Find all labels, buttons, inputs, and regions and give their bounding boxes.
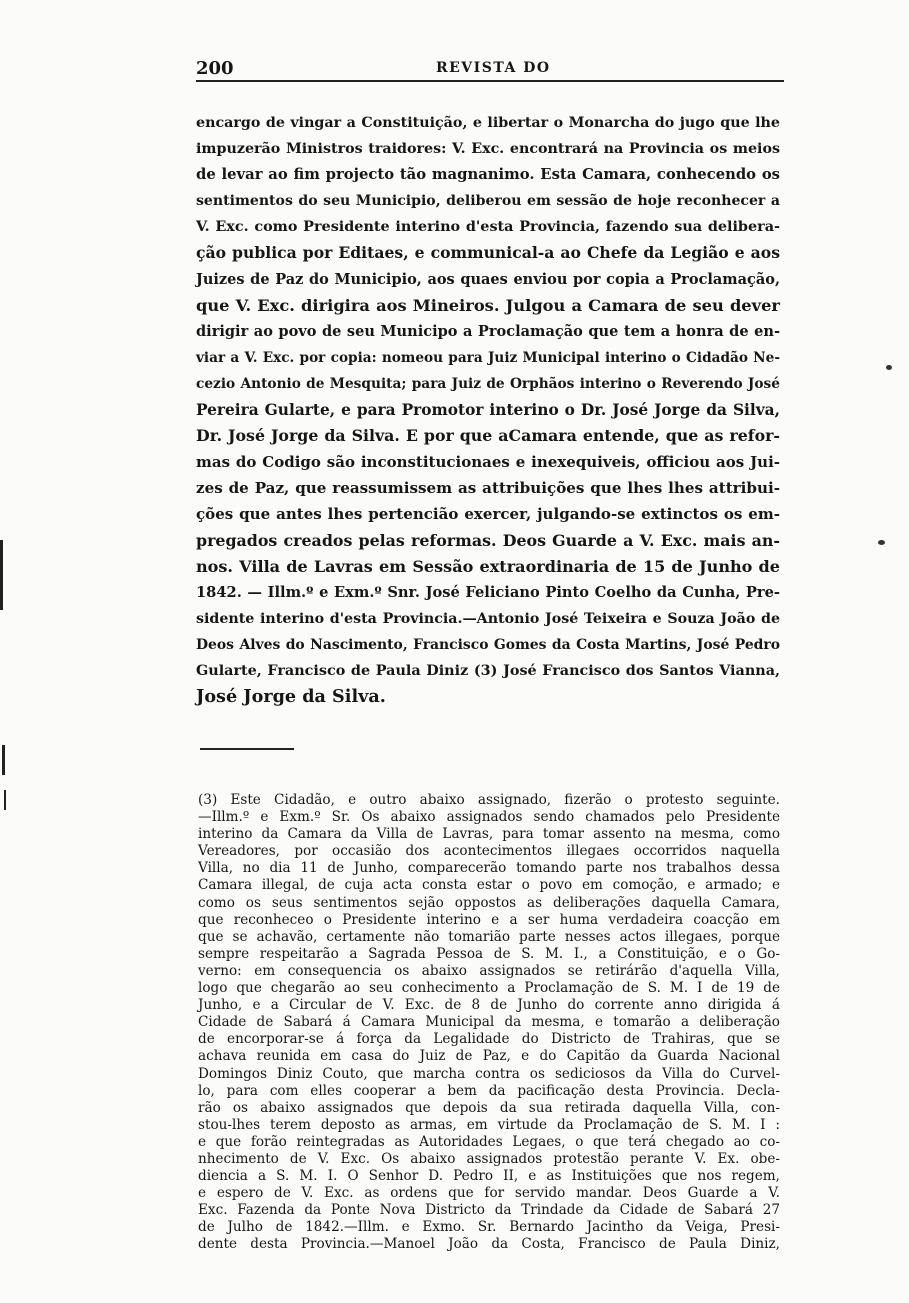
footnote-line: Vereadores, por occasião dos acontecimentos illegaes occorridos naquella (198, 843, 780, 860)
footnote-line: Exc. Fazenda da Ponte Nova Districto da Trindade da Cidade de Sabará 27 (198, 1202, 780, 1219)
footnote-line: que reconheceo o Presidente interino e a ser huma verdadeira coacção em (198, 911, 780, 928)
footnote-line: (3) Este Cidadão, e outro abaixo assignado, fizerão o protesto seguinte. (198, 792, 780, 808)
text-line: pregados creados pelas reformas. Deos Guarde a V. Exc. mais an- (196, 530, 780, 550)
footnote-line: e espero de V. Exc. as ordens que for servido mandar. Deos Guarde a V. (198, 1185, 780, 1202)
text-line: encargo de vingar a Constituição, e libertar o Monarcha do jugo que lhe (196, 115, 780, 131)
footnote-line: Junho, e a Circular de V. Exc. de 8 de Junho do corrente anno dirigida á (198, 997, 780, 1014)
text-line: ção publica por Editaes, e communical-a ao Chefe da Legião e aos (196, 243, 780, 263)
binding-edge-mark (2, 745, 5, 775)
binding-edge-mark (0, 540, 3, 610)
footnote-line: dente desta Provincia.—Manoel João da Costa, Francisco de Paula Diniz, (198, 1236, 780, 1253)
footnote-rule (200, 748, 294, 750)
text-line: sentimentos do seu Municipio, deliberou em sessão de hoje reconhecer a (196, 193, 780, 210)
running-title: REVISTA DO (436, 60, 551, 76)
text-line: 1842. — Illm.º e Exm.º Snr. José Feliciano Pinto Coelho da Cunha, Pre- (196, 583, 780, 601)
text-line: ções que antes lhes pertencião exercer, julgando-se extinctos os em- (196, 505, 780, 524)
footnote-line: Cidade de Sabará á Camara Municipal da mesma, e tomarão a deliberação (198, 1014, 780, 1031)
footnote (198, 792, 780, 1254)
text-line: zes de Paz, que reassumissem as attribuições que lhes lhes attribui- (196, 479, 780, 498)
page-number: 200 (196, 58, 234, 79)
footnote-line: rão os abaixo assignados que depois da sua retirada daquella Villa, con- (198, 1099, 780, 1116)
text-line: Juizes de Paz do Municipio, aos quaes enviou por copia a Proclamação, (196, 270, 780, 288)
footnote-line: de encorporar-se á força da Legalidade do Districto de Trahiras, que se (198, 1031, 780, 1048)
footnote-line: interino da Camara da Villa de Lavras, para tomar assento na mesma, como (198, 826, 780, 843)
text-line: impuzerão Ministros traidores: V. Exc. encontrará na Provincia os meios (196, 141, 780, 158)
text-line: José Jorge da Silva. (196, 686, 386, 708)
footnote-line: achava reunida em casa do Juiz de Paz, e do Capitão da Guarda Nacional (198, 1048, 780, 1065)
text-line: V. Exc. como Presidente interino d'esta Provincia, fazendo sua delibera- (196, 218, 780, 236)
text-line: Gularte, Francisco de Paula Diniz (3) José Francisco dos Santos Vianna, (196, 662, 780, 679)
text-line: mas do Codigo são inconstitucionaes e inexequiveis, officiou aos Jui- (196, 453, 780, 472)
footnote-line: como os seus sentimentos sejão oppostos as deliberações daquella Camara, (198, 894, 780, 911)
page-header (196, 58, 784, 82)
footnote-line: e que forão reintegradas as Autoridades Legaes, o que terá chegado ao co- (198, 1133, 780, 1150)
main-text (196, 110, 780, 710)
footnote-line: stou-lhes terem deposto as armas, em virtude da Proclamação de S. M. I : (198, 1116, 780, 1133)
footnote-line: sempre respeitarão a Sagrada Pessoa de S. M. I., a Constituição, e o Go- (198, 945, 780, 962)
text-line: Dr. José Jorge da Silva. E por que aCamara entende, que as refor- (196, 426, 780, 446)
text-line: sidente interino d'esta Provincia.—Antonio José Teixeira e Souza João de (196, 610, 780, 627)
text-line: Deos Alves do Nascimento, Francisco Gomes da Costa Martins, José Pedro (196, 636, 780, 653)
text-line: Pereira Gularte, e para Promotor interino o Dr. José Jorge da Silva, (196, 401, 780, 420)
footnote-line: —Illm.º e Exm.º Sr. Os abaixo assignados sendo chamados pelo Presidente (198, 809, 780, 826)
footnote-line: nhecimento de V. Exc. Os abaixo assignados protestão perante V. Ex. obe- (198, 1150, 780, 1167)
text-line: nos. Villa de Lavras em Sessão extraordinaria de 15 de Junho de (196, 556, 780, 576)
text-line: viar a V. Exc. por copia: nomeou para Juiz Municipal interino o Cidadão Ne- (196, 349, 780, 366)
footnote-line: Camara illegal, de cuja acta consta estar o povo em comoção, e armado; e (198, 877, 780, 894)
footnote-line: lo, para com elles cooperar a bem da pacificação desta Provincia. Decla- (198, 1082, 780, 1099)
text-line: cezio Antonio de Mesquita; para Juiz de Orphãos interino o Reverendo José (196, 375, 780, 392)
footnote-line: logo que chegarão ao seu conhecimento a Proclamação de S. M. I de 19 de (198, 980, 780, 997)
binding-edge-mark (4, 790, 6, 810)
text-line: de levar ao fim projecto tão magnanimo. Esta Camara, conhecendo os (196, 166, 780, 184)
header-rule (196, 80, 784, 82)
footnote-line: de Julho de 1842.—Illm. e Exmo. Sr. Bernardo Jacintho da Veiga, Presi- (198, 1219, 780, 1236)
text-line: dirigir ao povo de seu Municipo a Proclamação que tem a honra de en- (196, 322, 780, 340)
footnote-line: Villa, no dia 11 de Junho, comparecerão tomando parte nos trabalhos dessa (198, 860, 780, 877)
ink-speck (886, 365, 892, 370)
footnote-line: Domingos Diniz Couto, que marcha contra os sediciosos da Villa do Curvel- (198, 1065, 780, 1082)
footnote-line: diencia a S. M. I. O Senhor D. Pedro II, e as Instituições que nos regem, (198, 1168, 780, 1185)
footnote-line: verno: em consequencia os abaixo assignados se retirárão d'aquella Villa, (198, 962, 780, 979)
footnote-line: que se achavão, certamente não tomarião parte nesses actos illegaes, porque (198, 928, 780, 945)
text-line: que V. Exc. dirigira aos Mineiros. Julgou a Camara de seu dever (196, 295, 780, 315)
ink-speck (878, 540, 885, 545)
